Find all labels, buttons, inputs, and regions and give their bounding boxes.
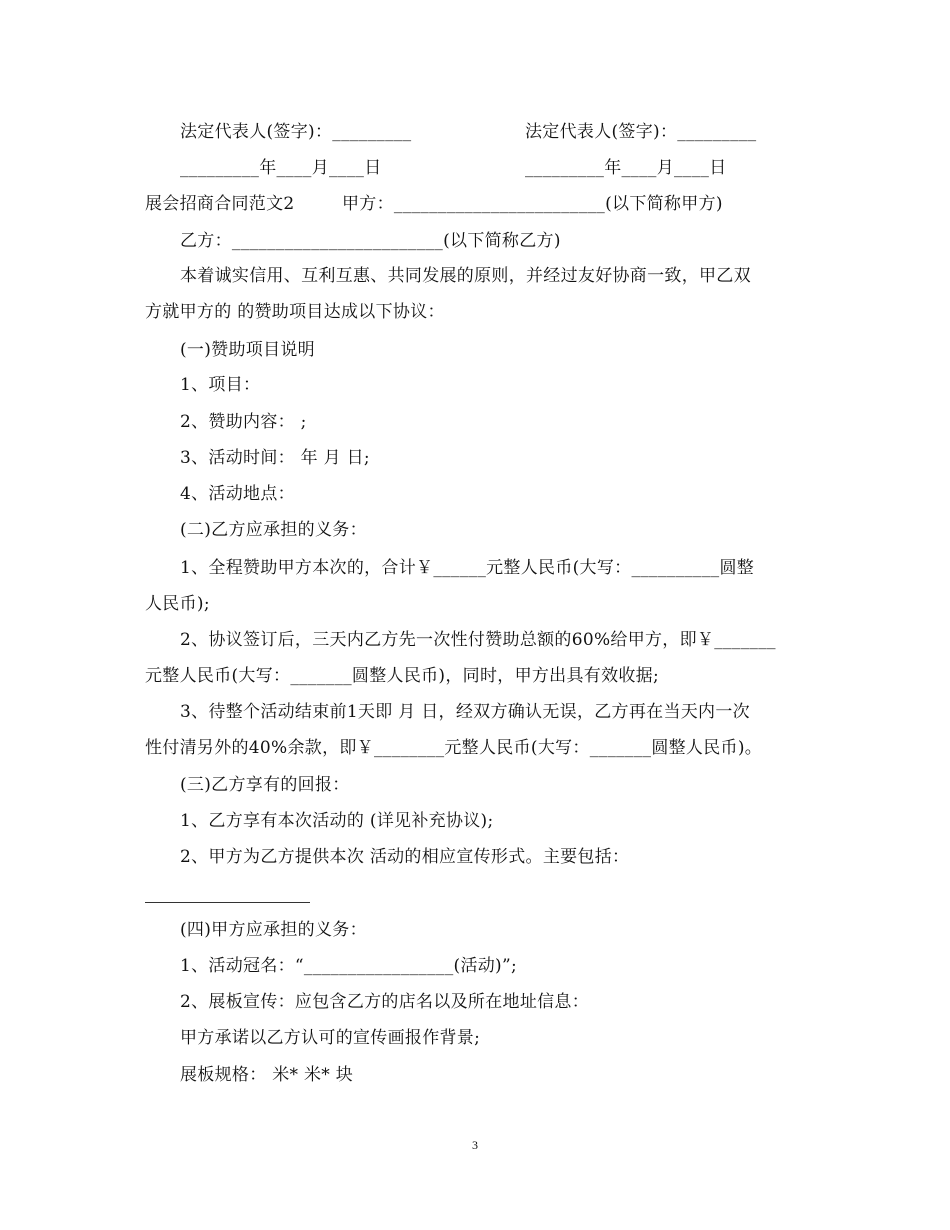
clause-item: 性付清另外的40%余款，即￥________元整人民币(大写：_______圆整人民币)。 <box>145 738 763 758</box>
clause-item: 1、全程赞助甲方本次的，合计￥______元整人民币(大写：__________圆整 <box>180 558 755 578</box>
clause-item: 4、活动地点： <box>180 484 295 504</box>
blank-underline <box>145 902 310 903</box>
clause-item: 1、乙方享有本次活动的 (详见补充协议); <box>180 811 494 831</box>
clause-item: 展板规格： 米* 米* 块 <box>180 1065 354 1085</box>
clause-item: 元整人民币(大写：_______圆整人民币)，同时，甲方出具有效收据; <box>145 666 659 686</box>
date-line-left: _________年____月____日 <box>180 158 382 178</box>
signature-line-left: 法定代表人(签字)：_________ <box>180 122 412 142</box>
clause-item: 3、待整个活动结束前1天即 月 日，经双方确认无误，乙方再在当天内一次 <box>180 702 750 722</box>
clause-item: 人民币); <box>145 594 210 614</box>
clause-item: 甲方承诺以乙方认可的宣传画报作背景; <box>180 1028 481 1048</box>
date-line-right: _________年____月____日 <box>525 158 727 178</box>
clause-item: 2、协议签订后，三天内乙方先一次性付赞助总额的60%给甲方，即￥_______ <box>180 630 776 650</box>
clause-heading: (三)乙方享有的回报： <box>180 775 350 795</box>
clause-item: 1、活动冠名：“_________________(活动)”; <box>180 956 517 976</box>
clause-heading: (四)甲方应承担的义务： <box>180 920 367 940</box>
clause-item: 2、赞助内容： ; <box>180 412 307 432</box>
page-number: 3 <box>472 1138 478 1152</box>
paragraph-line: 方就甲方的 的赞助项目达成以下协议： <box>145 302 445 322</box>
section-title: 展会招商合同范文2 <box>145 194 295 214</box>
clause-item: 3、活动时间： 年 月 日; <box>180 448 370 468</box>
clause-heading: (一)赞助项目说明 <box>180 340 315 360</box>
clause-item: 2、展板宣传：应包含乙方的店名以及所在地址信息： <box>180 992 590 1012</box>
party-a-line: 甲方：________________________(以下简称甲方) <box>342 194 723 214</box>
paragraph-line: 本着诚实信用、互利互惠、共同发展的原则，并经过友好协商一致，甲乙双 <box>180 266 751 286</box>
clause-item: 2、甲方为乙方提供本次 活动的相应宣传形式。主要包括： <box>180 847 630 867</box>
clause-item: 1、项目： <box>180 375 261 395</box>
clause-heading: (二)乙方应承担的义务： <box>180 520 367 540</box>
party-b-line: 乙方：________________________(以下简称乙方) <box>180 231 561 251</box>
signature-line-right: 法定代表人(签字)：_________ <box>525 122 757 142</box>
